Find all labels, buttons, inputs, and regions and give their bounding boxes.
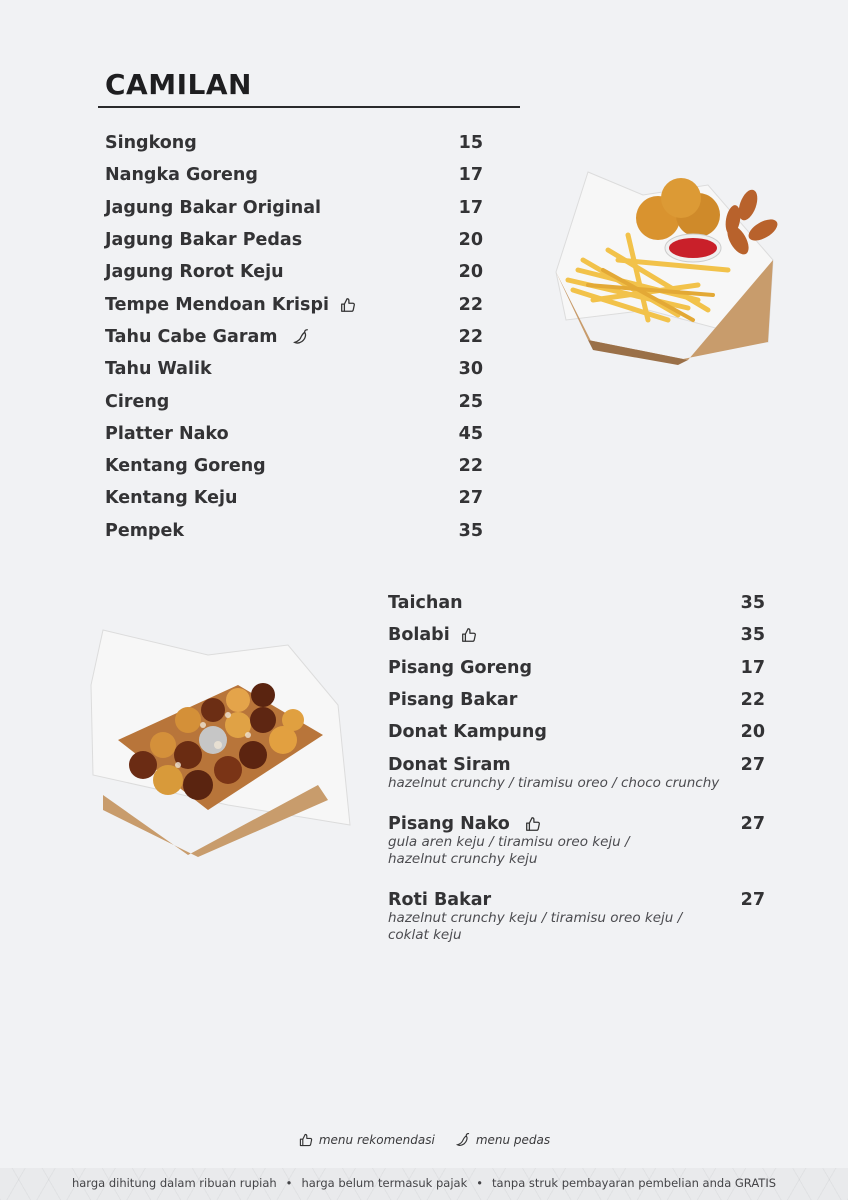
item-name: Donat Kampung xyxy=(388,722,547,743)
item-name: Jagung Rorot Keju xyxy=(105,262,284,283)
item-variants: coklat keju xyxy=(388,927,462,944)
footer-separator: • xyxy=(476,1176,484,1190)
item-price: 22 xyxy=(458,294,483,315)
title-divider xyxy=(98,106,520,108)
menu-item xyxy=(388,716,765,748)
item-price: 27 xyxy=(458,488,483,509)
item-name: Tahu Cabe Garam xyxy=(105,326,278,347)
item-price: 35 xyxy=(740,625,765,646)
item-name: Cireng xyxy=(105,391,170,412)
thumbs-up-icon xyxy=(298,1132,314,1148)
donut-bites-photo xyxy=(88,625,354,857)
item-price: 17 xyxy=(458,165,483,186)
item-name: Tahu Walik xyxy=(105,359,212,380)
legend-recommend xyxy=(298,1132,435,1148)
item-price: 22 xyxy=(458,456,483,477)
item-price: 45 xyxy=(458,423,483,444)
menu-item xyxy=(105,288,483,320)
item-name: Kentang Keju xyxy=(105,488,238,509)
item-price: 22 xyxy=(458,326,483,347)
item-price: 35 xyxy=(458,520,483,541)
menu-item xyxy=(388,884,765,944)
menu-item xyxy=(388,684,765,716)
item-price: 27 xyxy=(740,754,765,775)
item-name: Jagung Bakar Original xyxy=(105,197,321,218)
item-price: 27 xyxy=(740,813,765,834)
item-name: Platter Nako xyxy=(105,423,229,444)
chili-icon xyxy=(292,328,310,346)
legend-spicy xyxy=(455,1132,550,1148)
menu-item xyxy=(105,385,483,417)
menu-item xyxy=(388,808,765,868)
menu-item xyxy=(105,450,483,482)
item-name: Pempek xyxy=(105,520,184,541)
item-name: Pisang Goreng xyxy=(388,657,532,678)
fries-platter-photo xyxy=(548,160,778,370)
item-price: 15 xyxy=(458,133,483,154)
menu-list-right xyxy=(388,587,765,944)
item-name: Donat Siram xyxy=(388,754,511,775)
item-variants: gula aren keju / tiramisu oreo keju / xyxy=(388,834,630,851)
menu-item xyxy=(388,587,765,619)
item-name: Singkong xyxy=(105,133,197,154)
menu-item xyxy=(388,652,765,684)
item-price: 20 xyxy=(740,722,765,743)
item-variants: hazelnut crunchy / tiramisu oreo / choco crunchy xyxy=(388,774,720,791)
footer-separator: • xyxy=(285,1176,293,1190)
item-name: Bolabi xyxy=(388,625,450,646)
menu-item xyxy=(105,482,483,514)
legend-recommend-label: menu rekomendasi xyxy=(318,1133,435,1147)
footer-note: harga belum termasuk pajak xyxy=(301,1176,468,1190)
menu-item xyxy=(105,515,483,547)
item-variants: hazelnut crunchy keju / tiramisu oreo keju / xyxy=(388,910,683,927)
menu-item xyxy=(388,748,765,791)
thumbs-up-icon xyxy=(339,296,357,314)
item-name: Pisang Nako xyxy=(388,813,510,834)
item-name: Pisang Bakar xyxy=(388,690,518,711)
section-title: CAMILAN xyxy=(105,68,252,101)
menu-item xyxy=(105,159,483,191)
thumbs-up-icon xyxy=(524,815,542,833)
menu-item xyxy=(105,353,483,385)
item-price: 30 xyxy=(458,359,483,380)
item-price: 17 xyxy=(458,197,483,218)
menu-item xyxy=(105,256,483,288)
item-name: Nangka Goreng xyxy=(105,165,258,186)
item-variants: hazelnut crunchy keju xyxy=(388,851,538,868)
icon-legend xyxy=(0,1132,848,1148)
menu-item xyxy=(388,619,765,651)
legend-spicy-label: menu pedas xyxy=(475,1133,551,1147)
item-price: 20 xyxy=(458,230,483,251)
item-name: Taichan xyxy=(388,593,463,614)
item-price: 20 xyxy=(458,262,483,283)
item-price: 27 xyxy=(740,890,765,911)
footer-note: harga dihitung dalam ribuan rupiah xyxy=(71,1176,277,1190)
chili-icon xyxy=(455,1132,471,1148)
item-name: Jagung Bakar Pedas xyxy=(105,230,303,251)
menu-item xyxy=(105,418,483,450)
item-name: Tempe Mendoan Krispi xyxy=(105,294,329,315)
item-price: 17 xyxy=(740,657,765,678)
menu-item xyxy=(105,127,483,159)
footer-note: tanpa struk pembayaran pembelian anda GRATIS xyxy=(492,1176,777,1190)
menu-list-left xyxy=(105,127,483,547)
item-price: 25 xyxy=(458,391,483,412)
menu-item xyxy=(105,224,483,256)
footer-notes xyxy=(0,1176,848,1190)
item-name: Roti Bakar xyxy=(388,890,492,911)
footer-band xyxy=(0,1168,848,1200)
thumbs-up-icon xyxy=(460,626,478,644)
item-price: 35 xyxy=(740,593,765,614)
menu-item xyxy=(105,192,483,224)
menu-item xyxy=(105,321,483,353)
item-price: 22 xyxy=(740,690,765,711)
item-name: Kentang Goreng xyxy=(105,456,266,477)
